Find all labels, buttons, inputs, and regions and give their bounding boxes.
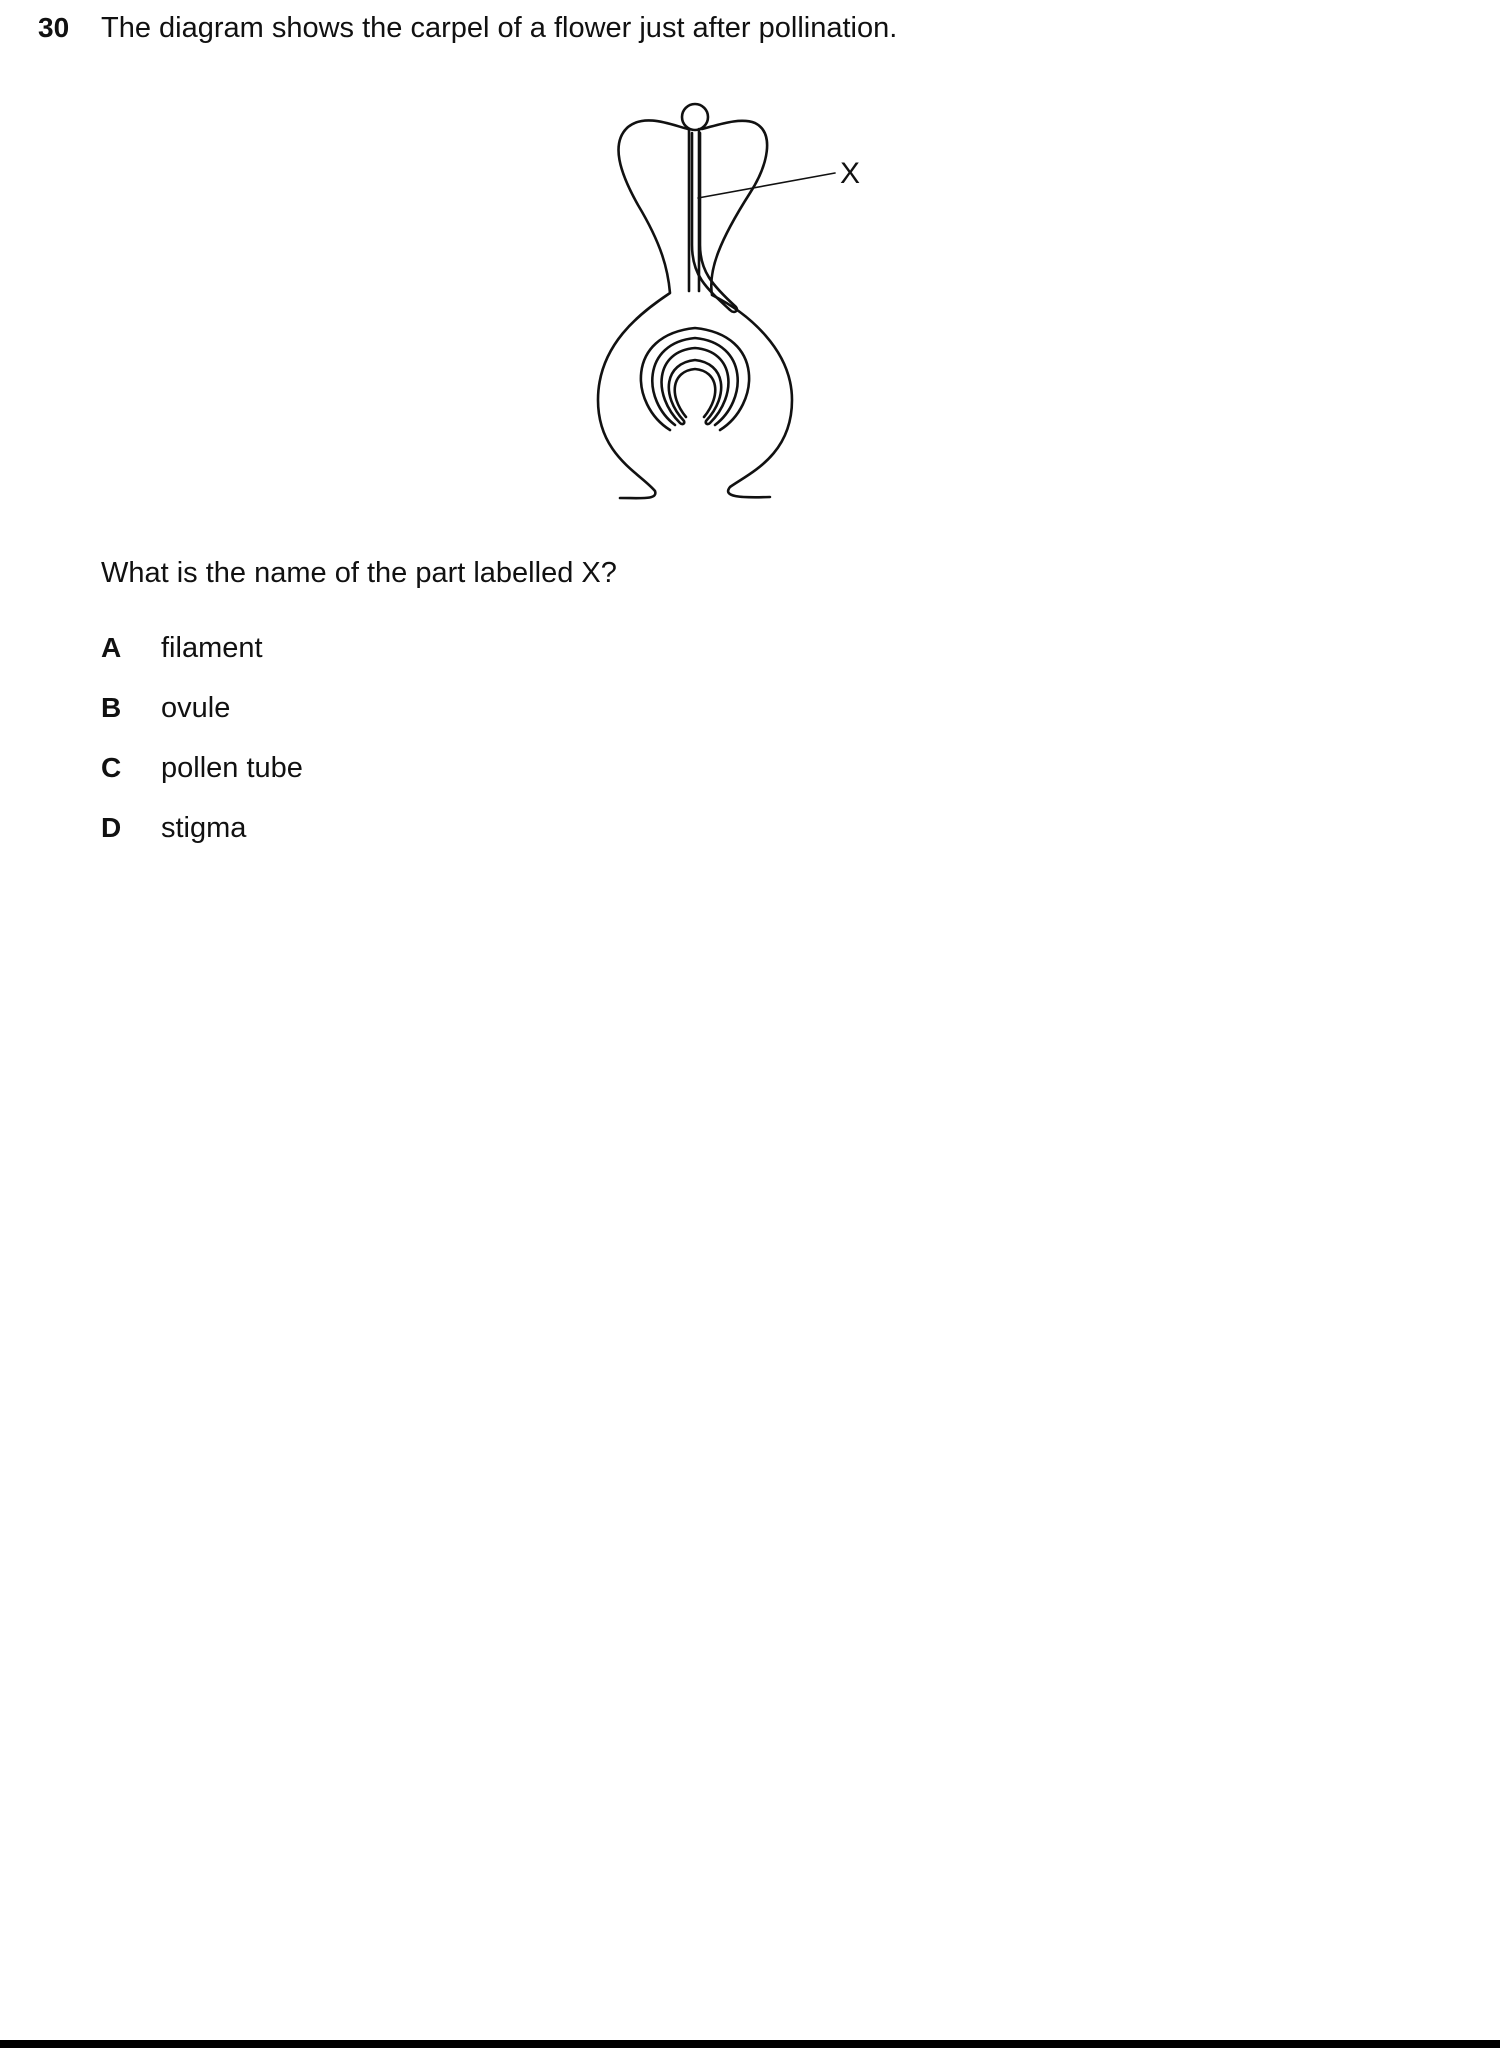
ovule-inner-layer <box>662 348 729 424</box>
answer-options <box>101 630 701 870</box>
ovule-outer-layer <box>641 328 749 430</box>
label-line-x <box>698 173 835 198</box>
option-letter: C <box>101 752 122 783</box>
stigma-shape <box>682 104 708 130</box>
option-d[interactable] <box>101 810 701 870</box>
label-x: X <box>840 157 861 190</box>
option-text: pollen tube <box>161 752 303 784</box>
carpel-outline <box>598 120 792 498</box>
option-text: filament <box>161 632 263 664</box>
option-text: ovule <box>161 692 231 724</box>
carpel-diagram <box>580 95 880 505</box>
option-letter: D <box>101 812 122 843</box>
ovule-middle-layer <box>652 338 737 425</box>
option-a[interactable] <box>101 630 701 690</box>
option-c[interactable] <box>101 750 701 810</box>
question-number: 30 <box>38 12 70 43</box>
option-b[interactable] <box>101 690 701 750</box>
question-prompt: What is the name of the part labelled X? <box>101 557 617 589</box>
option-letter: B <box>101 692 122 723</box>
question-stem: The diagram shows the carpel of a flower just after pollination. <box>101 12 898 44</box>
footer-bar <box>0 2040 1500 2048</box>
option-text: stigma <box>161 812 247 844</box>
option-letter: A <box>101 632 122 663</box>
embryo-sac <box>675 369 716 417</box>
